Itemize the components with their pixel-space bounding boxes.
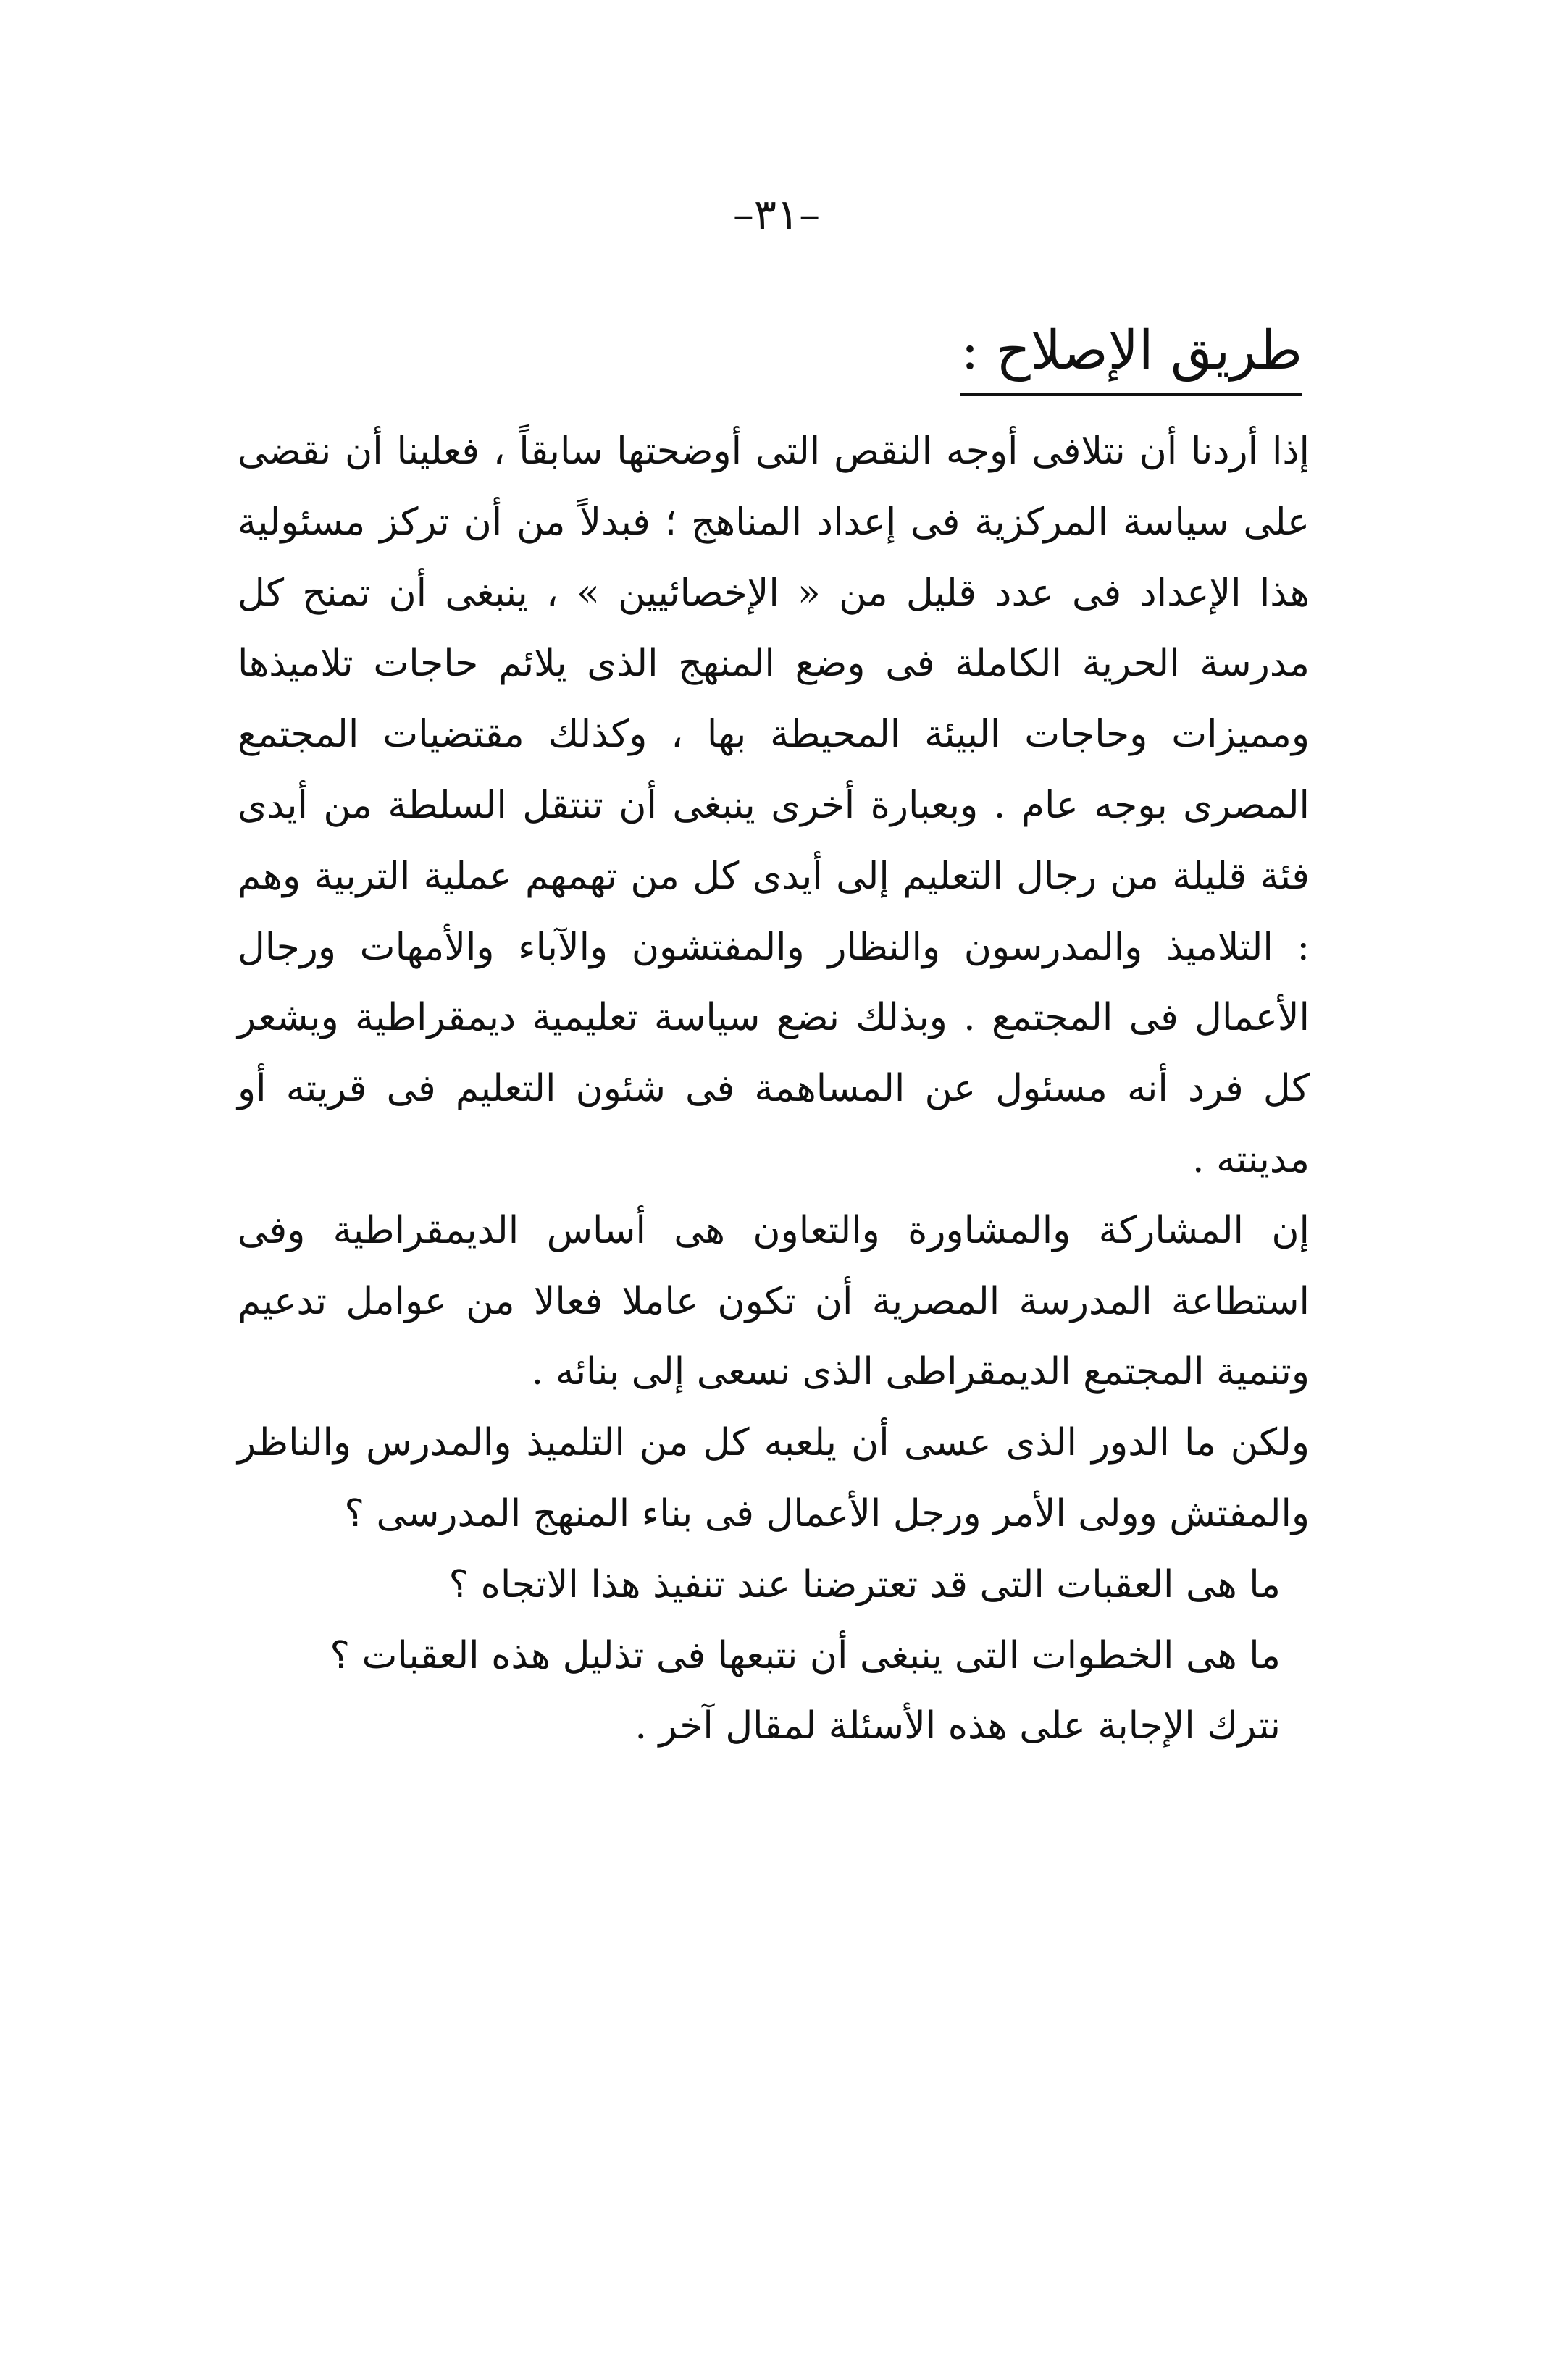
page-number: –٣١– bbox=[732, 190, 821, 239]
paragraph-reform-intro: إذا أردنا أن نتلافى أوجه النقص التى أوضحتها سابقاً ، فعلينا أن نقضى على سياسة المركزية فى إعداد المناهج ؛ فبدلاً من أن تركز مسئولية هذا الإعداد فى عدد قليل من « الإخصائيين » ، ينبغى أن تمنح كل مدرسة الحرية الكاملة فى وضع المنهج الذى يلائم حاجات تلاميذها ومميزات وحاجات البيئة المحيطة بها ، وكذلك مقتضيات المجتمع المصرى بوجه عام . وبعبارة أخرى ينبغى أن تنتقل السلطة من أيدى فئة قليلة من رجال التعليم إلى أيدى كل من تهمهم عملية التربية وهم : التلاميذ والمدرسون والنظار والمفتشون والآباء والأمهات ورجال الأعمال فى المجتمع . وبذلك نضع سياسة تعليمية ديمقراطية ويشعر كل فرد أنه مسئول عن المساهمة فى شئون التعليم فى قريته أو مدينته . bbox=[238, 430, 1310, 1181]
question-steps: ما هى الخطوات التى ينبغى أن نتبعها فى تذليل هذه العقبات ؟ bbox=[330, 1633, 1281, 1677]
article-body bbox=[238, 416, 1310, 1762]
closing-line: نترك الإجابة على هذه الأسئلة لمقال آخر . bbox=[635, 1704, 1281, 1748]
paragraph-roles-question: ولكن ما الدور الذى عسى أن يلعبه كل من التلميذ والمدرس والناظر والمفتش وولى الأمر ورجل الأعمال فى بناء المنهج المدرسى ؟ bbox=[238, 1421, 1310, 1535]
section-heading: طريق الإصلاح : bbox=[960, 319, 1302, 396]
question-obstacles: ما هى العقبات التى قد تعترضنا عند تنفيذ هذا الاتجاه ؟ bbox=[448, 1562, 1281, 1606]
paragraph-democracy: إن المشاركة والمشاورة والتعاون هى أساس الديمقراطية وفى استطاعة المدرسة المصرية أن تكون عاملا فعالا من عوامل تدعيم وتنمية المجتمع الديمقراطى الذى نسعى إلى بنائه . bbox=[238, 1208, 1310, 1394]
questions-list bbox=[238, 1550, 1310, 1762]
